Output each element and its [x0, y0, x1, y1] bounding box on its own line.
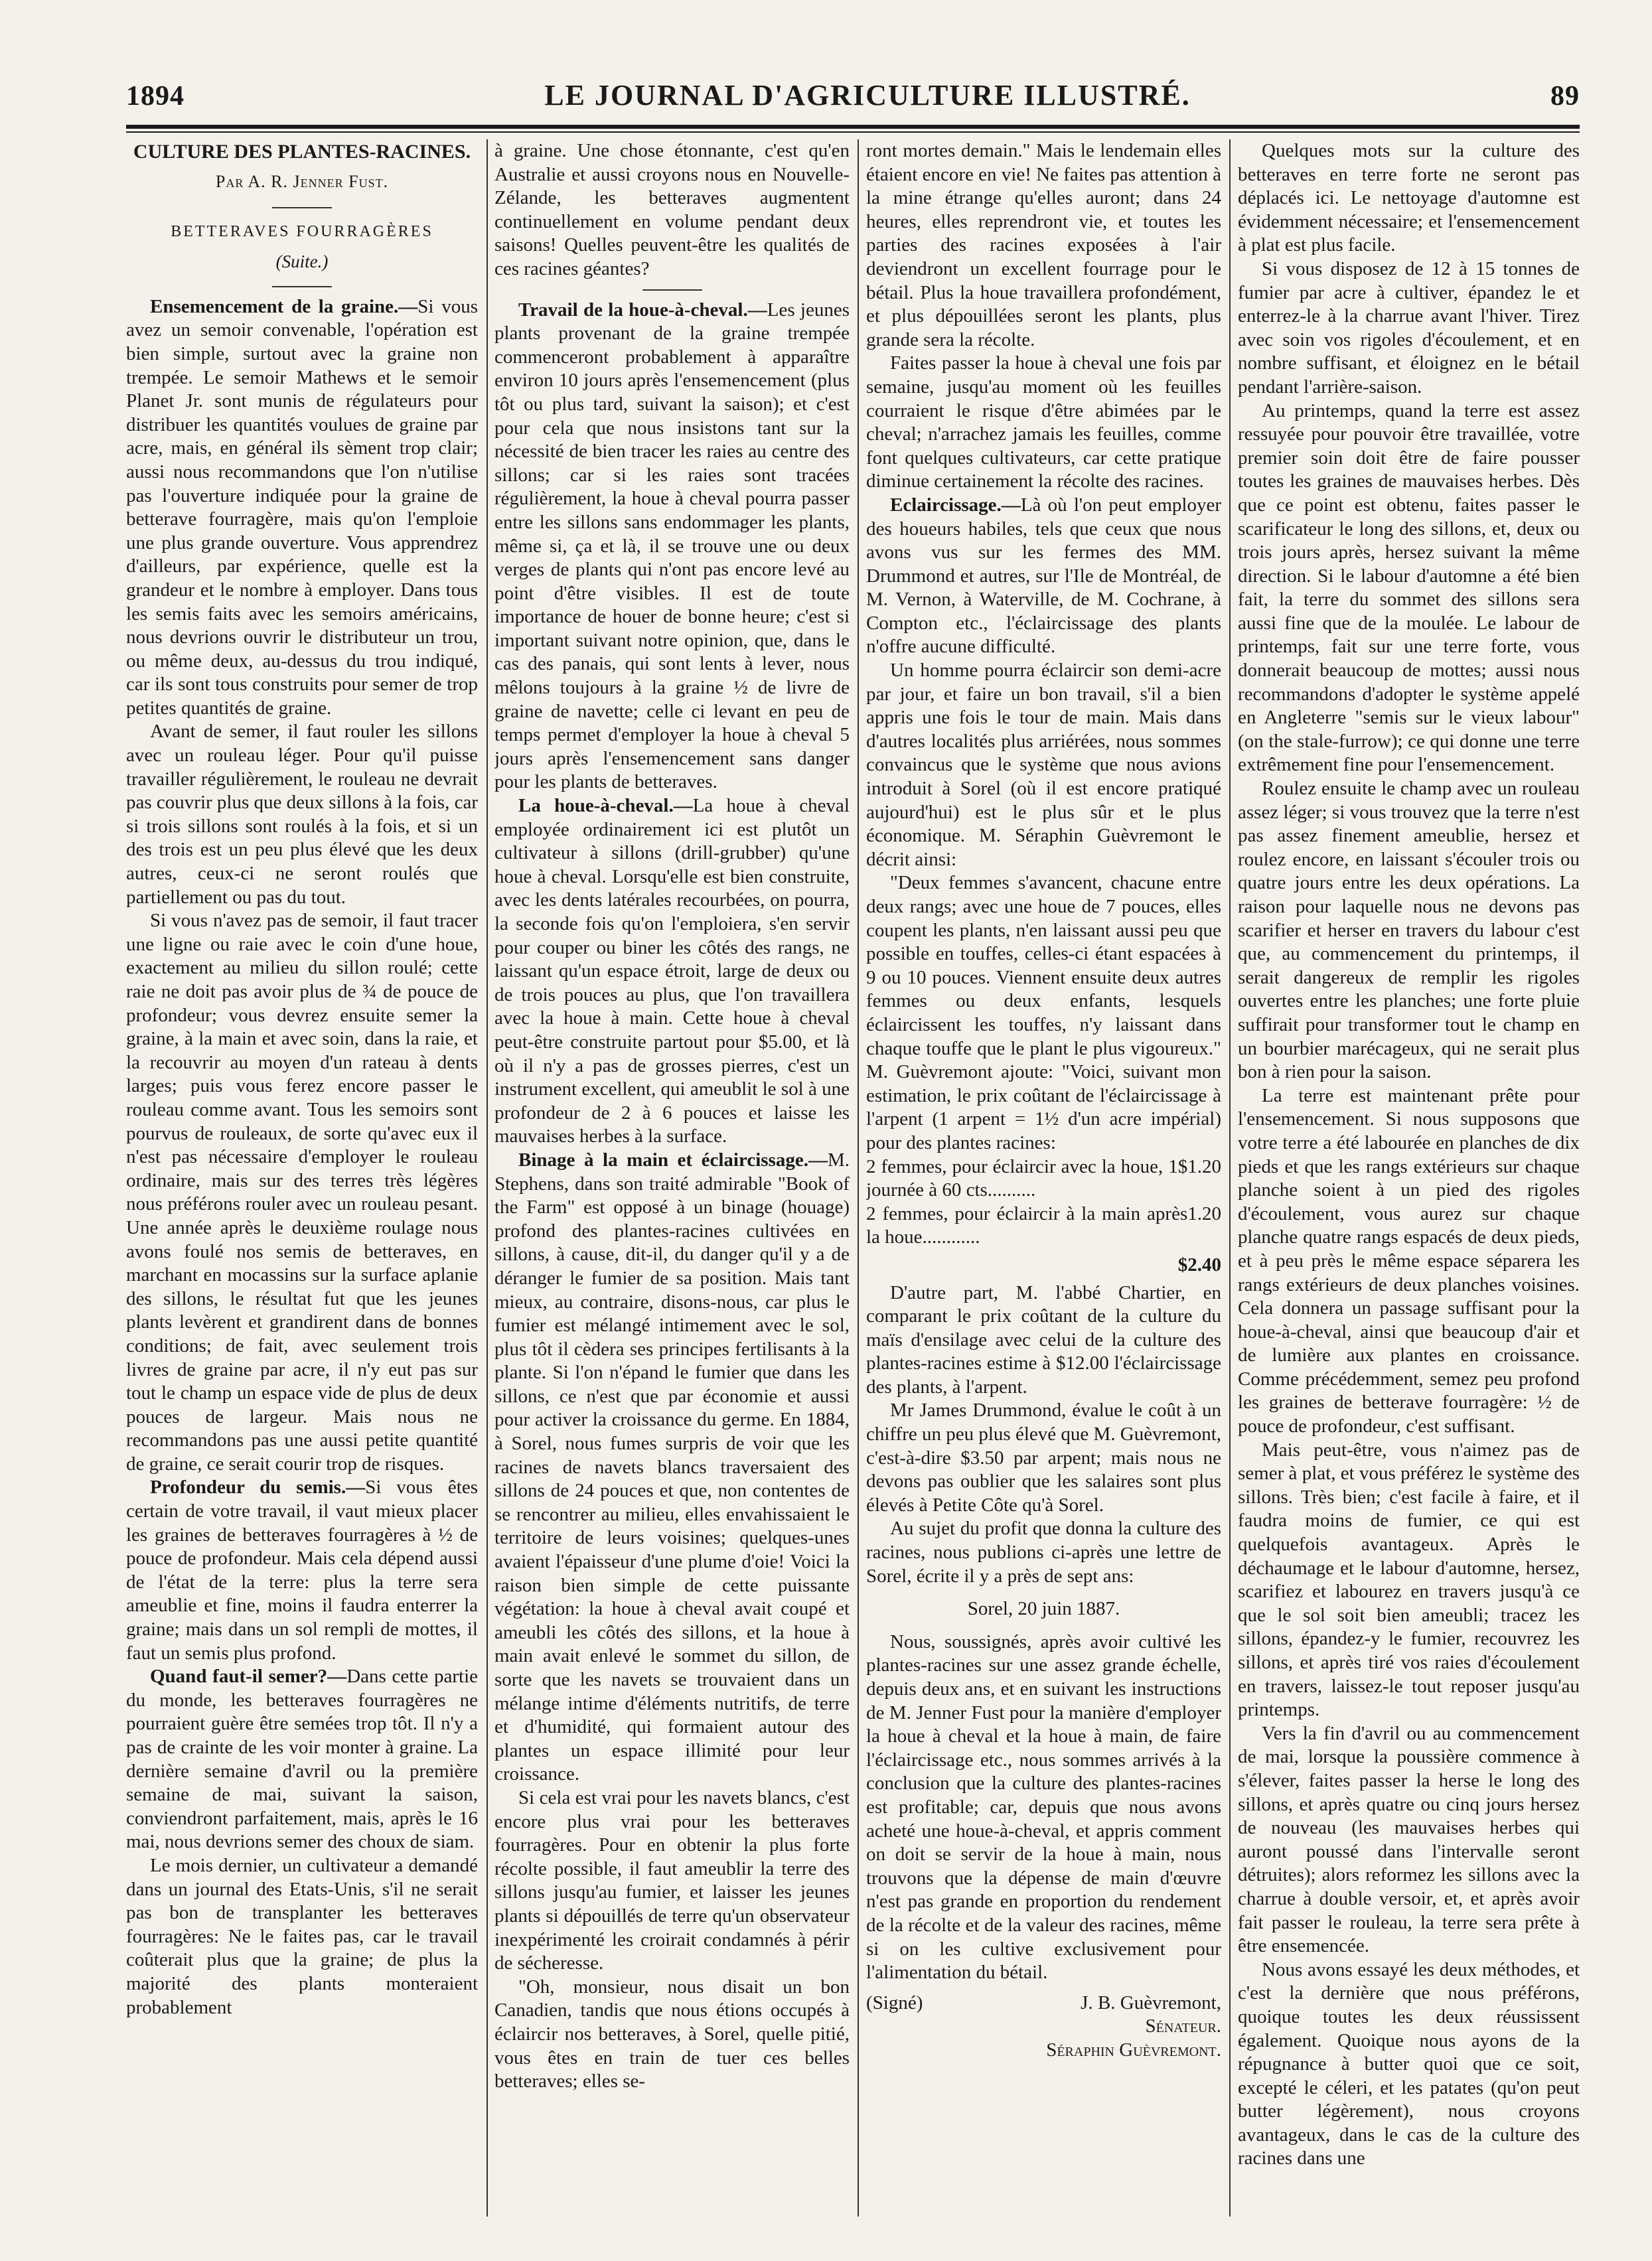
column-separator: [487, 139, 488, 2217]
cost-label: 2 femmes, pour éclaircir avec la houe, 1 journée à 60 cts..........: [866, 1155, 1178, 1201]
paragraph-text: Dans cette partie du monde, les betteraves fourragères ne pourraient guère être semées trop tôt. Il n'y a pas de crainte de les voir monter à graine. La dernière semaine d'avril ou la première semaine de mai, suivant la saison, conviendront parfaitement, mais, après le 16 mai, nous devrions semer des choux de siam.: [126, 1666, 478, 1853]
section-heading: Ensemencement de la graine.—: [150, 295, 418, 317]
paragraph: Nous avons essayé les deux méthodes, et c'est la dernière que nous préférons, quoique toutes les deux réussissent également. Quoique nous ayons de la répugnance à butter quoi que ce soit, excepté le céleri, et les patates (qu'on peut butter légèrement), nous croyons avantageux, dans le cas de la culture des racines dans une: [1238, 1958, 1580, 2169]
section-heading: Eclaircissage.—: [890, 494, 1021, 516]
cost-value: $1.20: [1177, 1155, 1221, 1177]
paragraph: à graine. Une chose étonnante, c'est qu'en Australie et aussi croyons nous en Nouvelle-Zélande, les betteraves augmentent continuellement en volume pendant deux saisons! Quelles peuvent-être les qualités de ces racines géantes?: [494, 140, 850, 279]
paragraph: Si vous disposez de 12 à 15 tonnes de fumier par acre à cultiver, épandez le et enterrez-le à la charrue avant l'hiver. Tirez avec soin vos rigoles d'écoulement, et en nombre suffisant, et éloignez en le bétail pendant l'arrière-saison.: [1238, 257, 1580, 398]
divider: [642, 289, 702, 291]
paragraph: Roulez ensuite le champ avec un rouleau assez léger; si vous trouvez que la terre n'est pas assez finement ameublie, hersez et roulez encore, en laissant s'écouler trois ou quatre jours entre les deux opérations. La raison pour laquelle nous ne devons pas scarifier et herser en travers du labour c'est que, au commencement du printemps, il serait dangereux de remplir les rigoles ouvertes entre les planches; une forte pluie suffirait pour transformer tout le champ en un bourbier marécageux, qui ne serait plus bon à rien pour la saison.: [1238, 778, 1580, 1083]
paragraph-text: Là où l'on peut employer des houeurs habiles, tels que ceux que nous avons vus sur les fermes des MM. Drummond et autres, sur l'Ile de Montréal, de M. Vernon, à Waterville, de M. Cochrane, à Compton etc., l'éclaircissage des plants n'offre aucune difficulté.: [866, 494, 1221, 658]
paragraph: Avant de semer, il faut rouler les sillons avec un rouleau léger. Pour qu'il puisse travailler régulièrement, le rouleau ne devrait pas couvrir plus que deux sillons à la fois, car si trois sillons sont roulés à la fois, et si un des trois est un peu plus élevé que les deux autres, ceux-ci ne seront roulés que partiellement ou pas du tout.: [126, 721, 478, 908]
paragraph: [866, 494, 1221, 659]
paragraph: ront mortes demain." Mais le lendemain elles étaient encore en vie! Ne faites pas attention à la mine étrange qu'elles auront; dans 24 heures, elles reprendront vie, et toutes les parties des racines exposées à l'air deviendront un excellent fourrage pour le bétail. Plus la houe travaillera profondément, et plus dépouillées seront les plants, plus grande sera la récolte.: [866, 140, 1221, 350]
paragraph: Si cela est vrai pour les navets blancs, c'est encore plus vrai pour les betteraves fourragères. Pour en obtenir la plus forte récolte possible, il faut ameublir la terre des sillons jusqu'au fumier, et laisser les jeunes plants si dépouillés de terre qu'un observateur inexpérimenté les croirait condamnés à périr de sécheresse.: [494, 1787, 850, 1974]
article-title: CULTURE DES PLANTES-RACINES.: [133, 141, 471, 163]
paragraph: Un homme pourra éclaircir son demi-acre par jour, et faire un bon travail, s'il a bien appris une fois le tour de main. Mais dans d'autres localités plus arriérées, nous sommes convaincus que le système que nous avions introduit à Sorel (où il est encore pratiqué aujourd'hui) est le plus sûr et le plus économique. M. Séraphin Guèvremont le décrit ainsi:: [866, 660, 1221, 870]
cost-value: 1.20: [1187, 1203, 1221, 1224]
signatory-name: J. B. Guèvremont,: [1081, 1992, 1221, 2013]
divider: [272, 207, 332, 208]
column-2: [494, 139, 850, 2217]
section-heading: Quand faut-il semer?—: [150, 1666, 347, 1688]
section-heading: Profondeur du semis.—: [150, 1477, 366, 1498]
column-3: [866, 139, 1221, 2217]
signatory-name: Séraphin Guèvremont.: [1046, 2039, 1221, 2061]
paragraph: Mr James Drummond, évalue le coût à un chiffre un peu plus élevé que M. Guèvremont, c'est-à-dire $3.50 par arpent; mais nous ne devons pas oublier que les salaires sont plus élevés à Petite Côte qu'à Sorel.: [866, 1400, 1221, 1516]
paragraph: "Deux femmes s'avancent, chacune entre deux rangs; avec une houe de 7 pouces, elles coupent les plants, n'en laissant aussi peu que possible en touffes, celles-ci étant espacées à 9 ou 10 pouces. Viennent ensuite deux autres femmes ou deux enfants, lesquels éclaircissent les touffes, n'y laissant dans chaque touffe que le plant le plus vigoureux." M. Guèvremont ajoute: "Voici, suivant mon estimation, le prix coûtant de l'éclaircissage à l'arpent (1 arpent = 1½ d'un acre impérial) pour des plantes racines:: [866, 872, 1221, 1153]
article-subtitle: BETTERAVES FOURRAGÈRES: [171, 222, 433, 240]
column-1: [126, 139, 478, 2217]
journal-title: LE JOURNAL D'AGRICULTURE ILLUSTRÉ.: [544, 79, 1191, 111]
paragraph: [126, 295, 478, 721]
paragraph: Au sujet du profit que donna la culture des racines, nous publions ci-après une lettre de Sorel, écrite il y a près de sept ans:: [866, 1518, 1221, 1587]
year: 1894: [126, 81, 185, 111]
column-separator: [1229, 139, 1231, 2217]
paragraph: Si vous n'avez pas de semoir, il faut tracer une ligne ou raie avec le coin d'une houe, exactement au milieu du sillon roulé; cette raie ne doit pas avoir plus de ¾ de pouce de profondeur; vous devrez ensuite semer la graine, à la main et avec soin, dans la raie, et la recouvrir au moyen d'un rateau à dents larges; puis vous ferez encore passer le rouleau comme avant. Tous les semoirs sont pourvus de rouleaux, de sorte qu'avec eux il n'est pas nécessaire d'employer le rouleau ordinaire, mais sur des terres très légères nous préférons rouler avec un rouleau pesant. Une année après le deuxième roulage nous avons foulé nos semis de betteraves, en marchant en mocassins sur la surface aplanie des sillons, le résultat fut que les jeunes plants levèrent et grandirent dans de bonnes conditions; de fait, avec seulement trois livres de graine par acre, il n'y eut pas sur tout le champ un espace vide de plus de deux pouces de largeur. Mais nous ne recommandons pas une aussi petite quantité de graine, ce serait courir trop de risques.: [126, 910, 478, 1475]
paragraph: Quelques mots sur la culture des betteraves en terre forte ne seront pas déplacés ici. Le nettoyage d'automne est évidemment nécessaire; et l'ensemencement à plat est plus facile.: [1238, 140, 1580, 256]
section-heading: Travail de la houe-à-cheval.—: [518, 299, 767, 321]
column-separator: [858, 139, 859, 2217]
paragraph: "Oh, monsieur, nous disait un bon Canadien, tandis que nous étions occupés à éclaircir nos betteraves, à Sorel, quelle pitié, vous êtes en train de tuer ces belles betteraves; elles se-: [494, 1976, 850, 2092]
paragraph: Vers la fin d'avril ou au commencement de mai, lorsque la poussière commence à s'élever, faites passer la herse le long des sillons, et après quatre ou cinq jours hersez de nouveau (les mauvaises herbes qui auront poussé dans l'intervalle seront détruites); alors reformez les sillons avec la charrue à double versoir, et, et après avoir fait passer le rouleau, la terre sera prête à être ensemencée.: [1238, 1722, 1580, 1957]
paragraph: [126, 1665, 478, 1854]
signature-line: [866, 1992, 1221, 2015]
paragraph: D'autre part, M. l'abbé Chartier, en comparant le prix coûtant de la culture du maïs d'ensilage avec celui de la culture des plantes-racines estime à $12.00 l'éclaircissage des plants, à l'arpent.: [866, 1281, 1221, 1398]
paragraph: [126, 1476, 478, 1665]
section-heading: La houe-à-cheval.—: [518, 795, 693, 817]
letter-dateline: Sorel, 20 juin 1887.: [967, 1598, 1120, 1620]
paragraph-text: Les jeunes plants provenant de la graine trempée commenceront probablement à apparaître environ 10 jours après l'ensemencement (plus tôt ou plus tard, suivant la saison); et c'est pour cela que nous insistons tant sur la nécessité de bien tracer les raies au centre des sillons; car si les raies sont tracées régulièrement, la houe à cheval pourra passer entre les sillons sans endommager les plants, même si, ça et là, il se trouve une ou deux verges de plants qui n'ont pas encore levé au point d'être visibles. Il est de toute importance de houer de bonne heure; c'est si important suivant notre opinion, que, dans le cas des panais, qui sont lents à lever, nous mêlons toujours à la graine ½ de livre de graine de navette; celle ci levant en peu de temps permet d'employer la houe à cheval 5 jours après l'ensemencement sans danger pour les plants de betteraves.: [494, 299, 850, 793]
cost-total: $2.40: [1177, 1254, 1221, 1276]
divider: [272, 286, 332, 287]
paragraph: [494, 299, 850, 794]
cost-label: 2 femmes, pour éclaircir à la main après la houe............: [866, 1203, 1188, 1248]
signed-label: (Signé): [866, 1992, 923, 2013]
paragraph-text: La houe à cheval employée ordinairement ici est plutôt un cultivateur à sillons (drill-grubber) qu'une houe à cheval. Lorsqu'elle est bien construite, avec les dents latérales recourbées, on pourra, la seconde fois qu'on l'emploiera, s'en servir pour couper ou biner les côtés des rangs, ne laissant qu'un espace étroit, large de deux ou de trois pouces au plus, que l'on travaillera avec la houe à main. Cette houe à cheval peut-être construite partout pour $5.00, et là où il n'y a pas de grosses pierres, c'est un instrument excellent, qui ameublit le sol à une profondeur de 2 à 6 pouces et laisse les mauvaises herbes à la surface.: [494, 795, 850, 1147]
paragraph-text: Si vous êtes certain de votre travail, il vaut mieux placer les graines de betteraves fourragères à ½ de pouce de profondeur. Mais cela dépend aussi de l'état de la terre: plus la terre sera ameublie et fine, moins il faudra enterrer la graine; mais dans un sol rempli de mottes, il faut un semis plus profond.: [126, 1477, 478, 1664]
paragraph-text: M. Stephens, dans son traité admirable "Book of the Farm" est opposé à un binage (houage) profond des plantes-racines cultivées en sillons, à cause, dit-il, du danger qu'il y a de déranger le fumier de sa position. Mais tant mieux, au contraire, disons-nous, car plus le fumier est mélangé intimement avec le sol, plus tôt il cèdera ses principes fertilisants à la plante. Si l'on n'épand le fumier que dans les sillons, ce n'est que par économie et aussi pour activer la croissance du germe. En 1884, à Sorel, nous fumes surpris de voir que les racines de navets blancs traversaient des sillons de 24 pouces et que, non contentes de se rencontrer au milieu, elles envahissaient le territoire de leurs voisines; quelques-unes avaient l'épaisseur d'une plume d'oie! Voici la raison bien simple de cette puissante végétation: la houe à cheval avait coupé et ameubli les côtés des sillons, et la houe à main avait enlevé le sommet du sillon, de sorte que les navets se trouvaient dans un mélange intime d'éléments nutritifs, de terre et d'humidité, qui formaient autour des plantes un espace illimité pour leur croissance.: [494, 1149, 850, 1785]
signatory-title: Sénateur.: [1145, 2015, 1221, 2037]
paragraph-text: Si vous avez un semoir convenable, l'opération est bien simple, surtout avec la graine non trempée. Le semoir Mathews et le semoir Planet Jr. sont munis de régulateurs pour distribuer les quantités voulues de graine par acre, mais, en général ils sèment trop clair; aussi nous recommandons que l'on n'utilise pas l'ouverture indiquée pour la graine de betterave fourragère, mais qu'on l'emploie une plus grande ouverture. Vous apprendrez d'ailleurs, par expérience, quelle est la grandeur et le nombre à employer. Dans tous les semis faits avec les semoirs américains, nous devrions ouvrir le distributeur un trou, ou même deux, au-dessus du trou indiqué, car ils sont tous construits pour semer de trop petites quantités de graine.: [126, 295, 478, 719]
page-number: 89: [1550, 81, 1580, 111]
column-4: [1238, 139, 1580, 2217]
article-author: Par A. R. Jenner Fust.: [215, 172, 389, 191]
paragraph: Le mois dernier, un cultivateur a demandé dans un journal des Etats-Unis, s'il ne serait pas bon de transplanter les betteraves fourragères: Ne le faites pas, car le travail coûterait plus que la graine; de plus la majorité des plants monteraient probablement: [126, 1854, 478, 2018]
article-suite: (Suite.): [275, 252, 329, 272]
section-heading: Binage à la main et éclaircissage.—: [518, 1149, 828, 1171]
paragraph: Faites passer la houe à cheval une fois par semaine, jusqu'au moment où les feuilles courraient le risque d'être abimées par le cheval; n'arrachez jamais les feuilles, comme font quelques cultivateurs, car cette pratique diminue certainement la récolte des racines.: [866, 352, 1221, 492]
header-rule: [126, 125, 1580, 129]
cost-row: [866, 1203, 1221, 1250]
paragraph: [494, 1149, 850, 1787]
paragraph: Mais peut-être, vous n'aimez pas de semer à plat, et vous préférez le système des sillons. Très bien; c'est facile à faire, et il faudra moins de fumier, ce qui est quelquefois avantageux. Après le déchaumage et le labour d'automne, hersez, scarifiez et labourez en travers jusqu'à ce que le sol soit bien ameubli; tracez les sillons, épandez-y le fumier, recouvrez les sillons, et après tiré vos raies d'écoulement en travers, laissez-le tout reposer jusqu'au printemps.: [1238, 1439, 1580, 1721]
paragraph: Nous, soussignés, après avoir cultivé les plantes-racines sur une assez grande échelle, depuis deux ans, et en suivant les instructions de M. Jenner Fust pour la manière d'employer la houe à cheval et la houe à main, de faire l'éclaircissage etc., nous sommes arrivés à la conclusion que la culture des plantes-racines est profitable; car, depuis que nous avons acheté une houe-à-cheval, et appris comment on doit se servir de la houe à main, nous trouvons que la dépense de main d'œuvre n'est pas grande en proportion du rendement de la récolte et de la valeur des racines, même si on les cultive exclusivement pour l'alimentation du bétail.: [866, 1631, 1221, 1984]
paragraph: La terre est maintenant prête pour l'ensemencement. Si nous supposons que votre terre a été labourée en planches de dix pieds et que les rangs extérieurs sur chaque planche soient à un pied des rigoles d'écoulement, vous aurez sur chaque planche quatre rangs espacés de deux pieds, et à peu près le même espace séparera les rangs extérieurs de deux planches voisines. Cela donnera un passage suffisant pour la houe-à-cheval, ainsi que beaucoup d'air et de lumière aux plantes en croissance. Comme précédemment, semez peu profond les graines de betterave fourragère: ½ de pouce de profondeur, c'est suffisant.: [1238, 1084, 1580, 1437]
paragraph: [494, 794, 850, 1149]
masthead: [126, 78, 1580, 125]
cost-row: [866, 1155, 1221, 1203]
paragraph: Au printemps, quand la terre est assez ressuyée pour pouvoir être travaillée, votre premier soin doit être de faire pousser toutes les graines de mauvaises herbes. Dès que ce point est obtenu, faites passer le scarificateur le long des sillons, et, deux ou trois jours après, hersez suivant la même direction. Si le labour d'automne a été bien fait, la terre du sommet des sillons sera aussi fine que de la moulée. Le labour de printemps, fait sur une terre forte, vous donnerait beaucoup de mottes; aussi nous recommandons d'adopter le système appelé en Angleterre "semis sur le vieux labour" (on the stale-furrow); ce qui donne une terre extrêmement fine pour l'ensemencement.: [1238, 400, 1580, 776]
header-rule-thin: [126, 131, 1580, 133]
